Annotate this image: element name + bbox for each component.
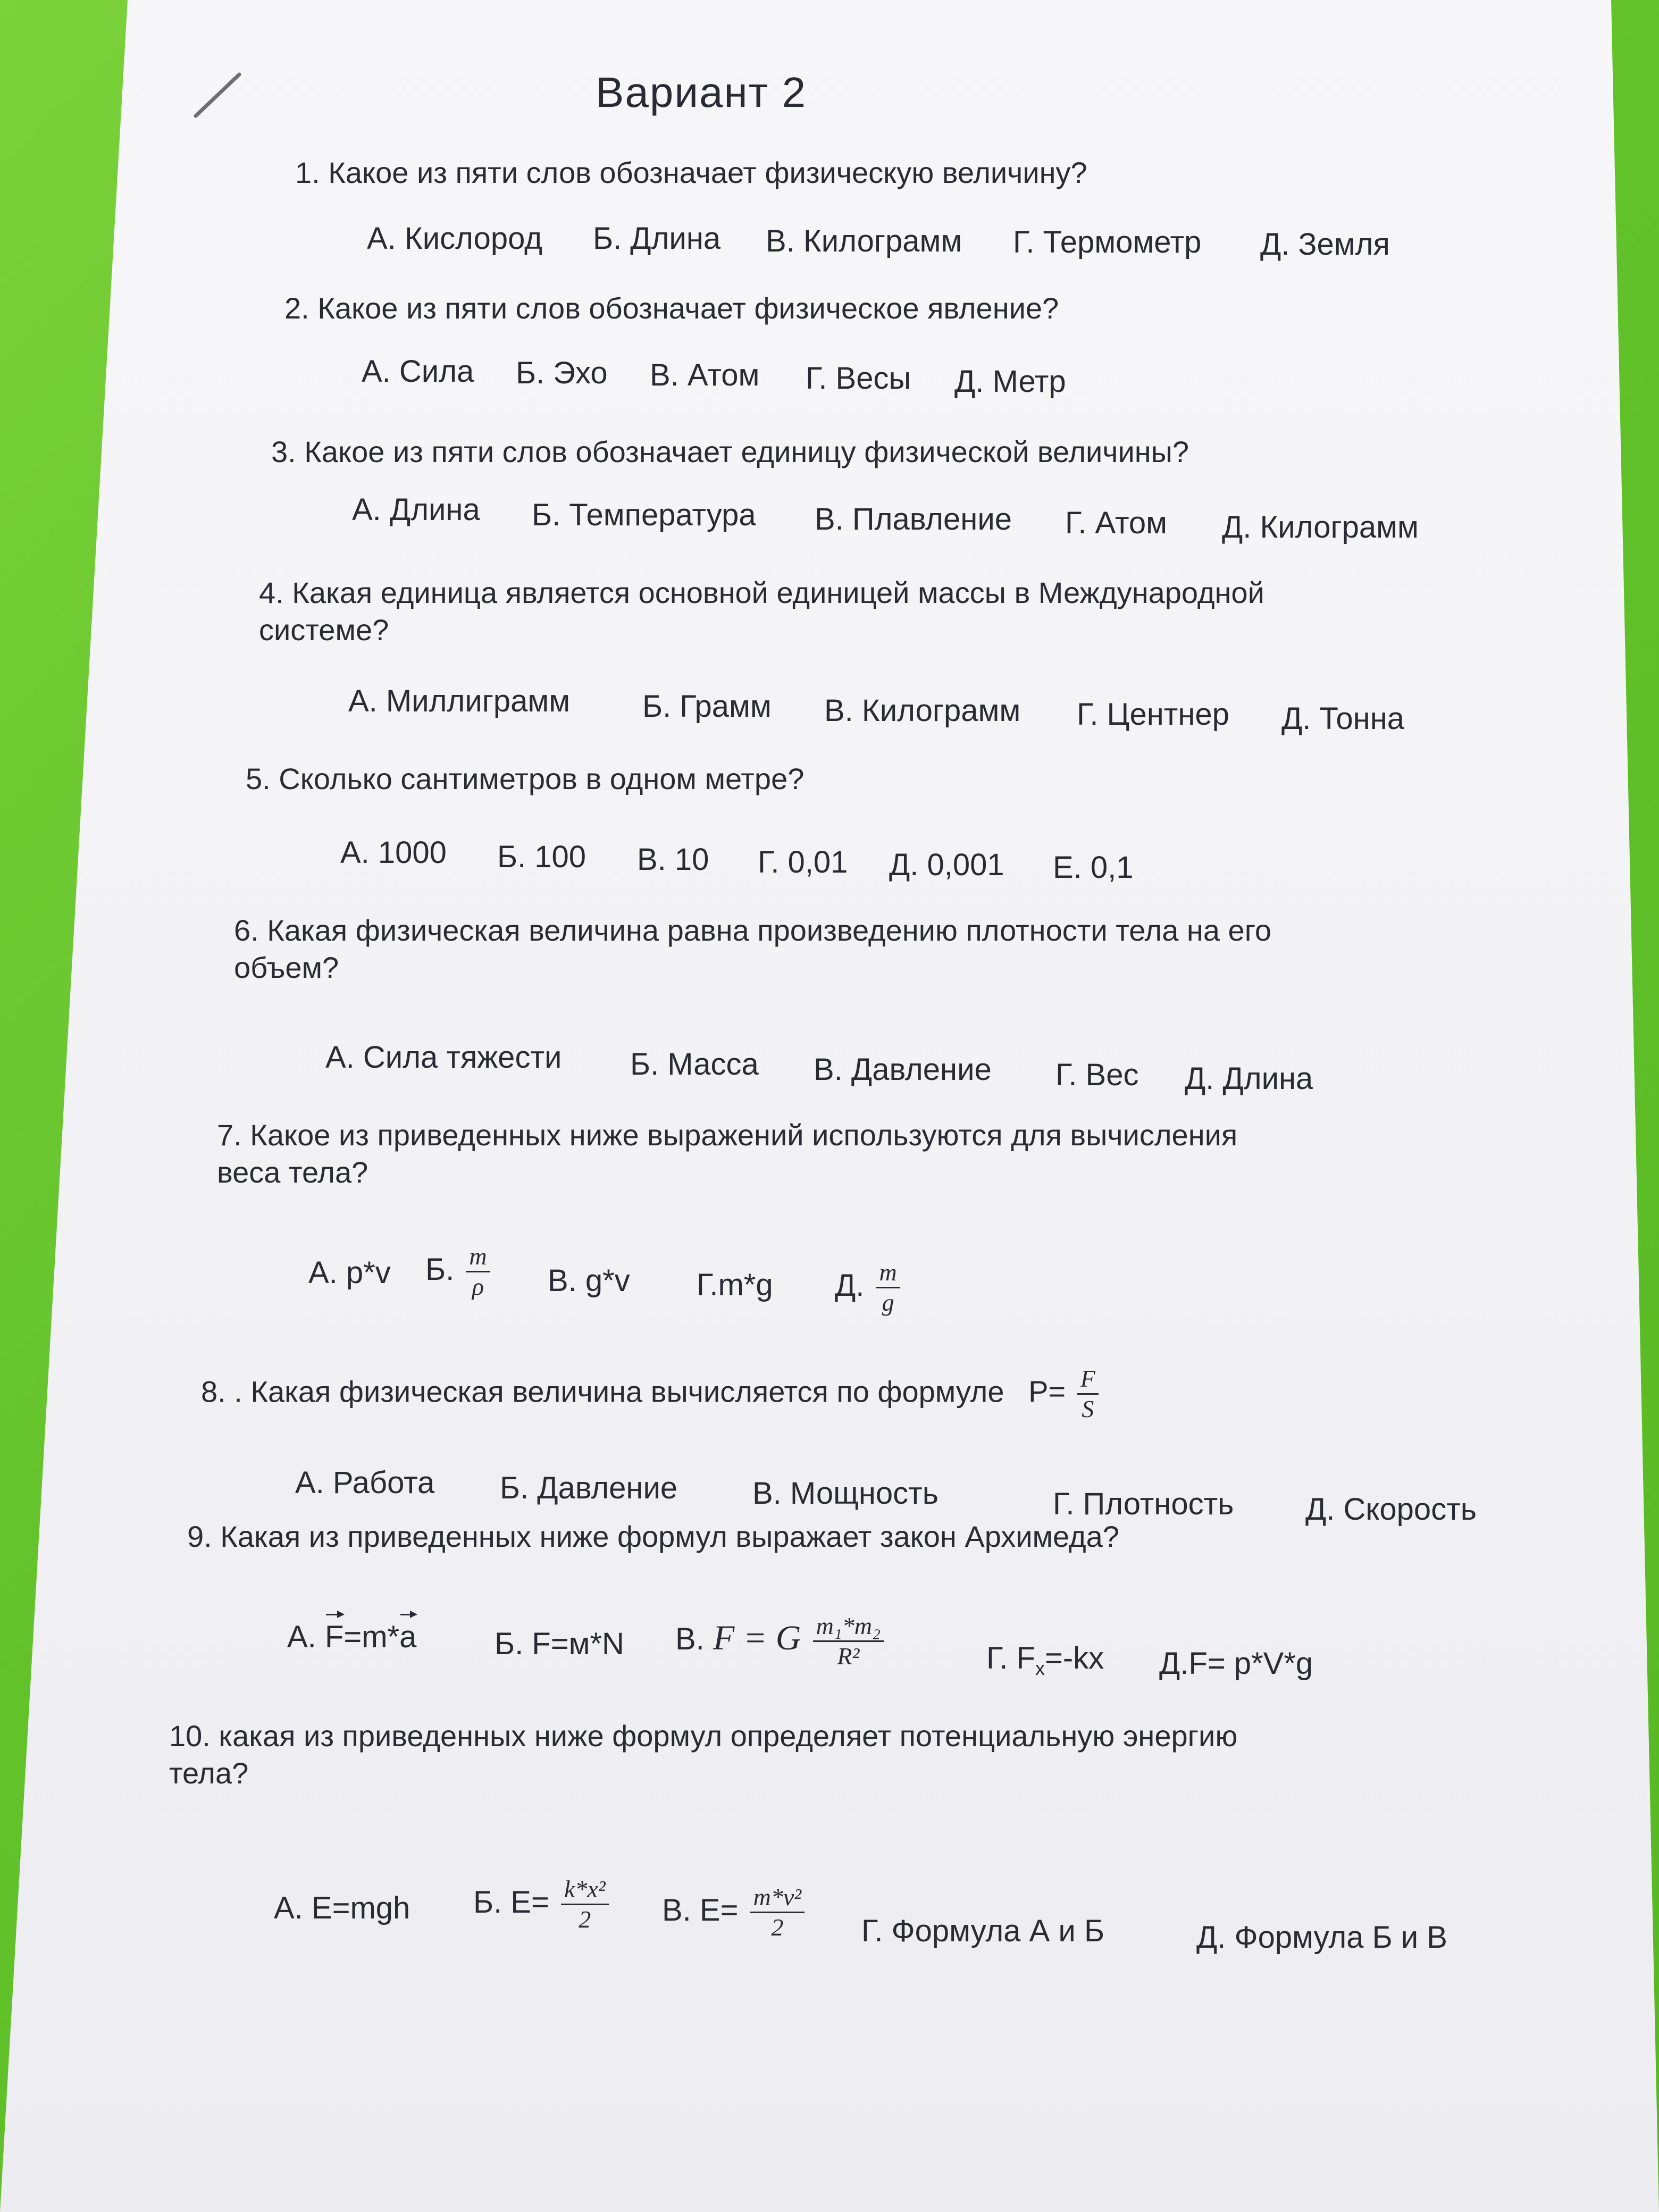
q5-option-f: Е. 0,1 (1053, 850, 1134, 885)
question-2: 2. Какое из пяти слов обозначает физическое явление? (284, 291, 1059, 325)
question-8 (201, 1367, 1102, 1421)
q7-option-b-fraction (466, 1244, 490, 1299)
q1-option-b: Б. Длина (593, 221, 721, 256)
q8-option-e: Д. Скорость (1305, 1492, 1477, 1527)
q10-option-c (662, 1885, 808, 1940)
q5-option-d: Г. 0,01 (758, 845, 848, 879)
q2-option-d: Г. Весы (806, 361, 911, 396)
q9-option-c-label: В. (675, 1621, 705, 1656)
q8-option-d: Г. Плотность (1053, 1487, 1234, 1521)
q8-option-c: В. Мощность (752, 1476, 939, 1511)
question-10-line-1: 10. какая из приведенных ниже формул определяет потенциальную энергию (169, 1719, 1238, 1753)
q10-option-e: Д. Формула Б и В (1196, 1920, 1447, 1955)
q10-option-c-numerator: m*v² (750, 1885, 805, 1913)
q7-option-d: Г.m*g (697, 1268, 773, 1302)
q8-formula-denominator: S (1082, 1395, 1094, 1422)
question-6-line-2: объем? (234, 951, 339, 984)
q10-option-d: Г. Формула А и Б (861, 1914, 1105, 1948)
q7-option-e-denominator: g (882, 1289, 894, 1316)
q10-option-b-numerator: k*x² (561, 1877, 609, 1905)
question-6 (234, 912, 1271, 986)
question-3: 3. Какое из пяти слов обозначает единицу физической величины? (271, 435, 1189, 468)
q2-option-e: Д. Метр (954, 364, 1066, 399)
q9-option-a-label: А. (287, 1620, 316, 1654)
q5-option-b: Б. 100 (497, 840, 586, 874)
q3-option-c: В. Плавление (815, 502, 1012, 537)
q8-option-b: Б. Давление (500, 1471, 678, 1505)
question-9: 9. Какая из приведенных ниже формул выражает закон Архимеда? (187, 1520, 1119, 1553)
q10-option-c-denominator: 2 (771, 1914, 784, 1941)
question-7-line-1: 7. Какое из приведенных ниже выражений используются для вычисления (217, 1118, 1238, 1152)
q4-option-a: А. Миллиграмм (348, 684, 571, 718)
q5-option-c: В. 10 (637, 842, 709, 877)
q9-option-a-acceleration-vector: a (399, 1620, 417, 1654)
q4-option-c: В. Килограмм (824, 693, 1021, 728)
question-8-text: 8. . Какая физическая величина вычисляется по формуле (201, 1375, 1004, 1409)
q9-option-e: Д.F= p*V*g (1159, 1646, 1313, 1681)
q8-formula-numerator: F (1077, 1367, 1099, 1395)
q3-option-b: Б. Температура (532, 498, 756, 532)
q9-option-a-middle: =m* (343, 1620, 400, 1654)
q5-option-e: Д. 0,001 (889, 848, 1004, 882)
q1-option-d: Г. Термометр (1013, 225, 1202, 259)
q7-option-e (835, 1260, 903, 1315)
q2-option-b: Б. Эхо (516, 356, 608, 390)
question-1: 1. Какое из пяти слов обозначает физическую величину? (295, 156, 1087, 189)
q4-option-b: Б. Грамм (642, 689, 772, 724)
q9-option-d-subscript: x (1035, 1657, 1045, 1679)
question-10 (169, 1717, 1237, 1792)
q10-option-b-denominator: 2 (579, 1906, 591, 1933)
q5-option-a: А. 1000 (340, 835, 447, 870)
question-4-line-1: 4. Какая единица является основной единицей массы в Международной (259, 576, 1264, 609)
q9-option-a (287, 1619, 416, 1655)
q6-option-a: А. Сила тяжести (325, 1040, 562, 1075)
page-title: Вариант 2 (596, 69, 807, 116)
q6-option-e: Д. Длина (1185, 1061, 1313, 1096)
q9-option-c-fraction (813, 1614, 884, 1669)
q6-option-d: Г. Вес (1055, 1058, 1139, 1092)
q7-option-b-label: Б. (425, 1252, 455, 1287)
q2-option-a: А. Сила (362, 354, 474, 389)
q9-option-c-lhs: F = G (713, 1618, 801, 1657)
q7-option-c: В. g*v (548, 1263, 630, 1298)
question-5: 5. Сколько сантиметров в одном метре? (246, 762, 805, 795)
q8-option-a: А. Работа (295, 1465, 435, 1500)
q1-option-e: Д. Земля (1260, 227, 1390, 262)
question-10-line-2: тела? (169, 1756, 249, 1790)
question-6-line-1: 6. Какая физическая величина равна произведению плотности тела на его (234, 914, 1272, 947)
q1-option-c: В. Килограмм (766, 224, 962, 258)
q3-option-a: А. Длина (352, 492, 480, 527)
q9-option-d-label: Г. F (986, 1641, 1035, 1675)
q9-option-c-numerator: m₁*m₂ (813, 1614, 884, 1642)
q4-option-e: Д. Тонна (1281, 701, 1404, 736)
q8-formula-fraction (1077, 1367, 1099, 1421)
q7-option-e-label: Д. (835, 1268, 865, 1303)
question-4 (259, 574, 1264, 649)
q7-option-e-numerator: m (876, 1260, 900, 1288)
q10-option-c-label: В. E= (662, 1892, 739, 1928)
q9-option-c (675, 1614, 887, 1669)
q8-formula-lhs: P= (1028, 1375, 1066, 1409)
q6-option-c: В. Давление (814, 1052, 992, 1087)
question-7-line-2: веса тела? (217, 1155, 368, 1189)
q6-option-b: Б. Масса (630, 1047, 759, 1082)
q10-option-b-label: Б. E= (473, 1884, 549, 1920)
q10-option-a: А. E=mgh (274, 1891, 410, 1925)
q9-option-c-denominator: R² (837, 1643, 860, 1670)
q9-option-d-rest: =-kx (1044, 1641, 1104, 1675)
q7-option-b-denominator: ρ (472, 1273, 484, 1300)
q9-option-a-force-vector: F (324, 1620, 344, 1654)
q1-option-a: А. Кислород (367, 221, 542, 256)
q3-option-e: Д. Килограмм (1222, 510, 1419, 544)
q10-option-c-fraction (750, 1885, 805, 1940)
q2-option-c: В. Атом (650, 358, 760, 392)
q10-option-b (473, 1877, 612, 1932)
question-8-formula (1028, 1365, 1102, 1422)
question-7 (217, 1117, 1237, 1191)
q4-option-d: Г. Центнер (1077, 697, 1229, 732)
q7-option-e-fraction (876, 1260, 900, 1315)
q10-option-b-fraction (561, 1877, 609, 1932)
q9-option-d (986, 1640, 1104, 1680)
q7-option-b-numerator: m (466, 1244, 490, 1272)
question-4-line-2: системе? (259, 613, 389, 647)
q3-option-d: Г. Атом (1065, 506, 1168, 540)
q7-option-a: А. p*v (308, 1255, 391, 1290)
q7-option-b (425, 1244, 493, 1299)
q9-option-b: Б. F=м*N (495, 1627, 624, 1661)
